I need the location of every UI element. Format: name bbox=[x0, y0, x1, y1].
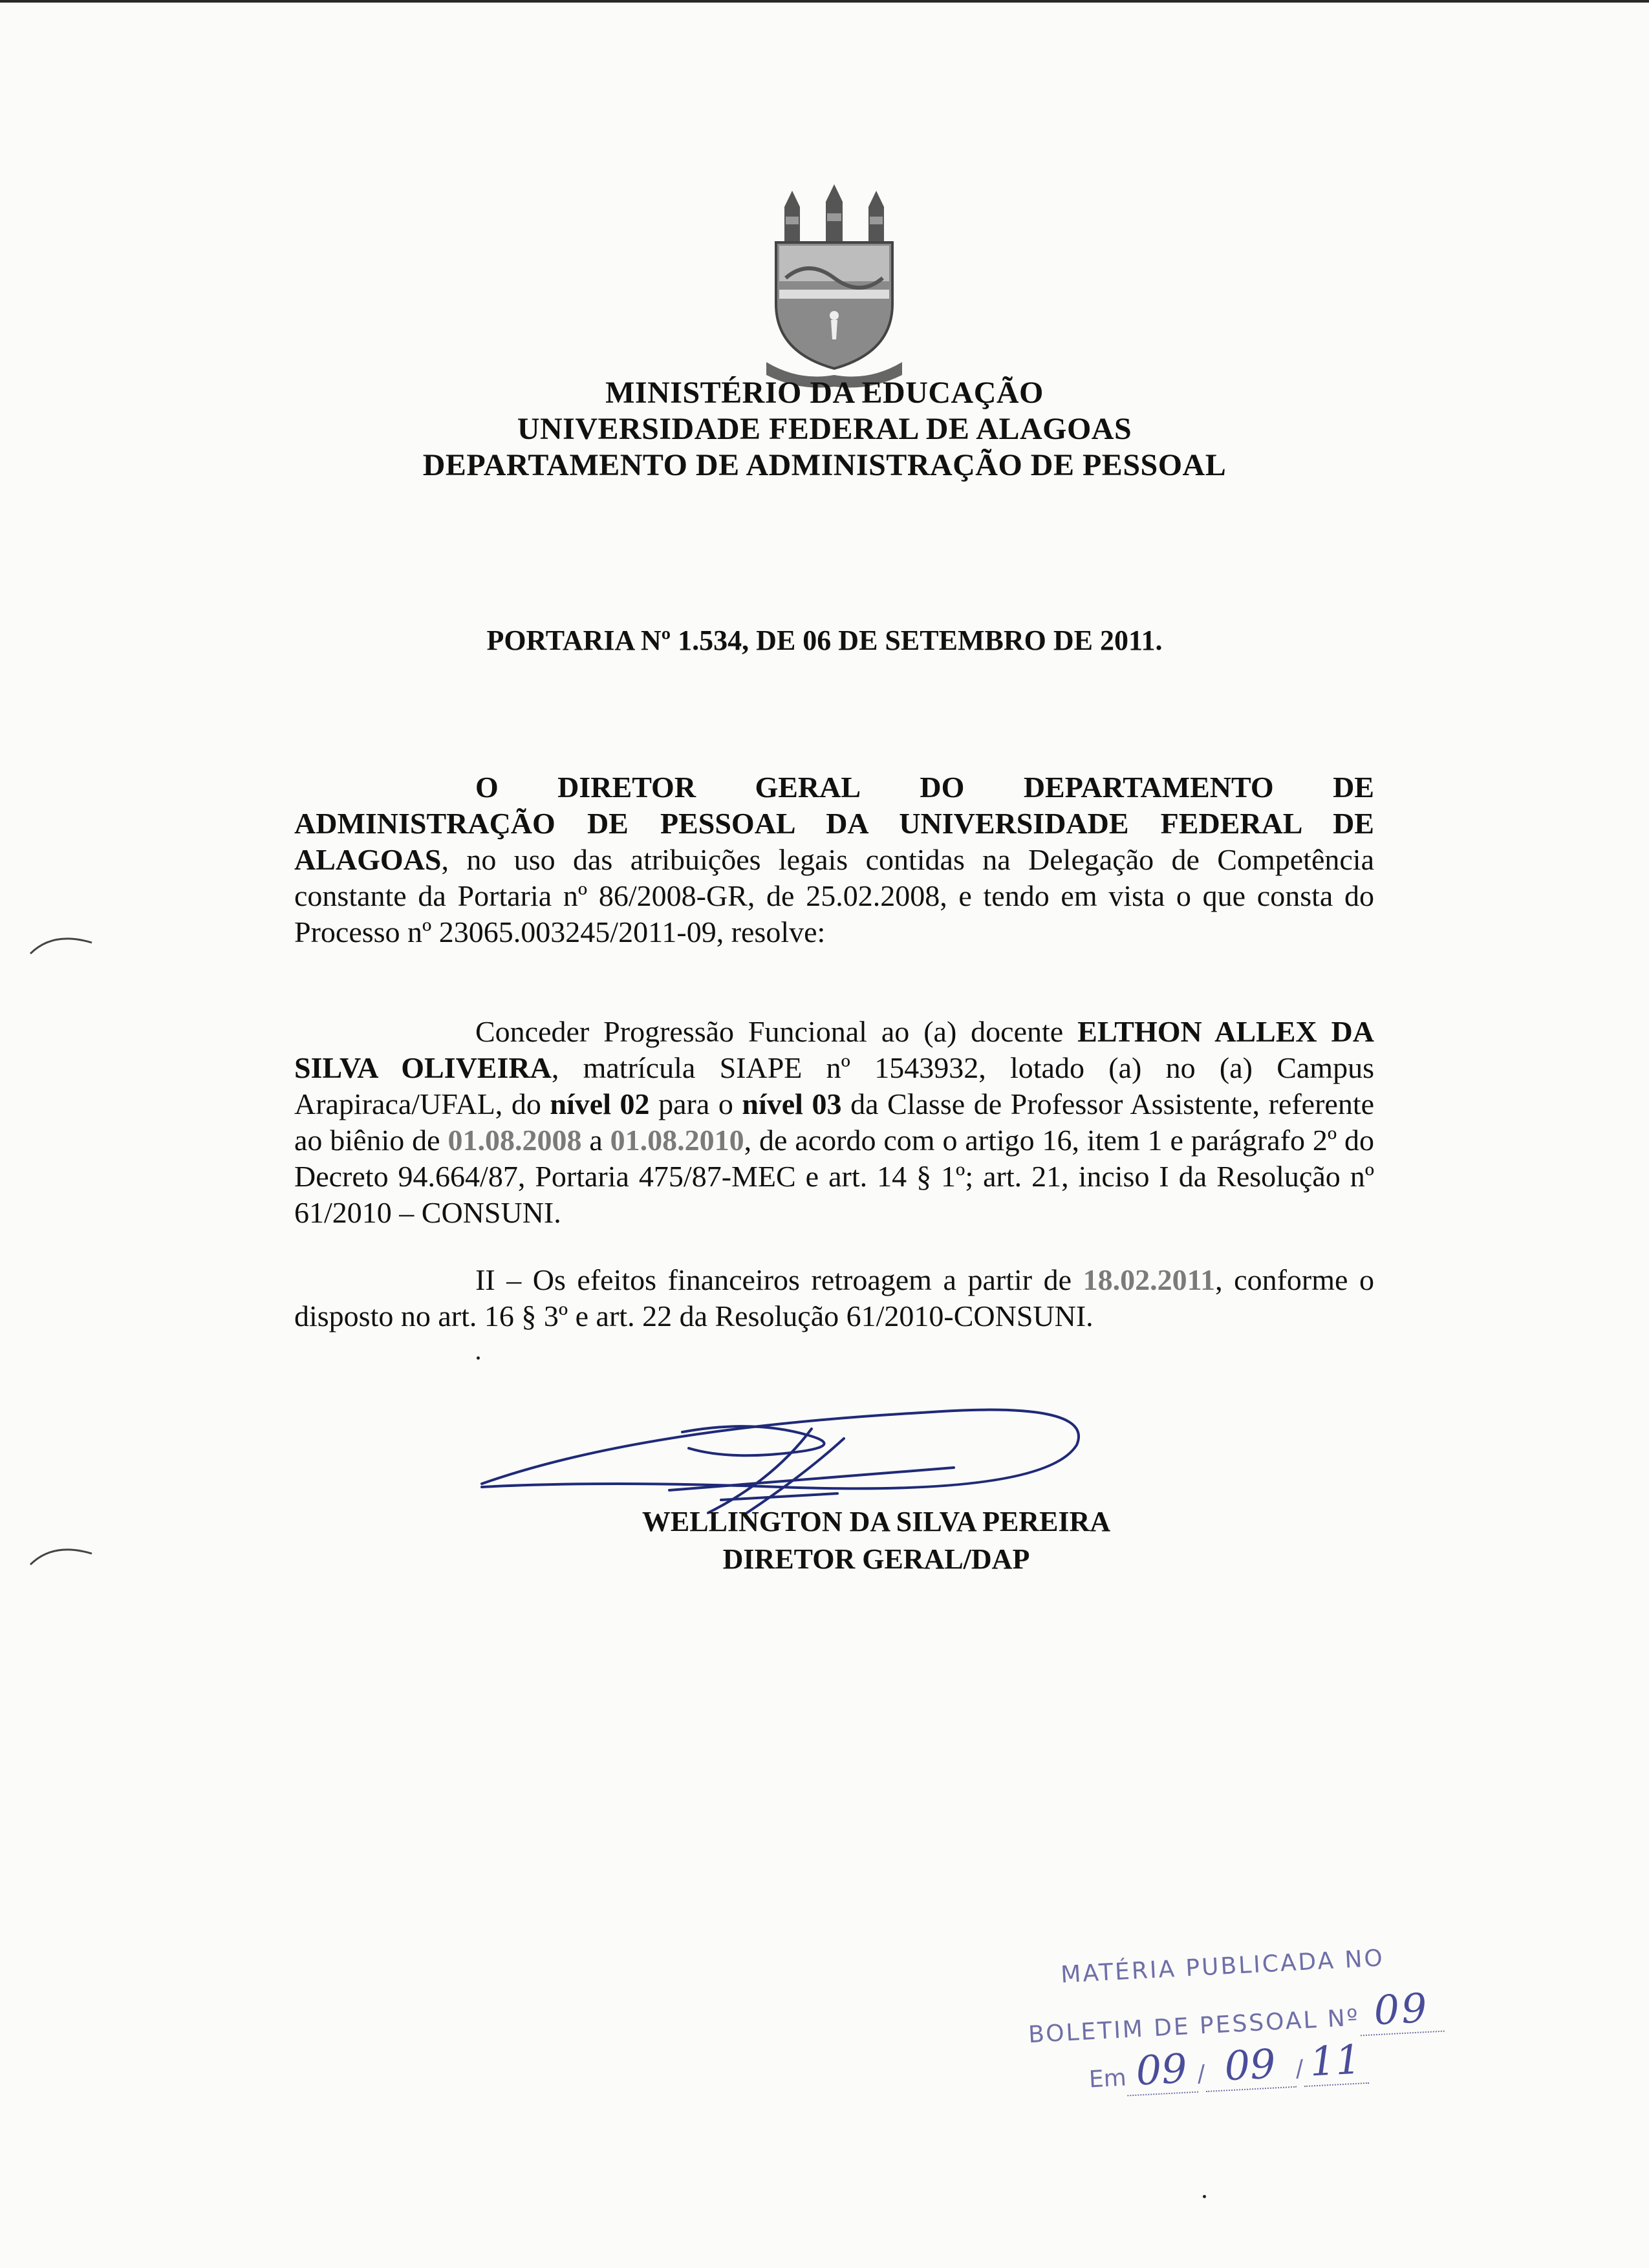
lead-word: O bbox=[475, 771, 499, 804]
retroactive-date: 18.02.2011 bbox=[1083, 1263, 1216, 1296]
clause1-text-5: a bbox=[581, 1124, 610, 1157]
signatory-block bbox=[0, 1503, 1649, 1578]
lead-word: GERAL bbox=[755, 771, 861, 804]
scan-top-edge bbox=[0, 0, 1649, 3]
nivel-from: nível 02 bbox=[550, 1087, 650, 1120]
ufal-crest-icon bbox=[760, 181, 909, 388]
clause2-text-1: II – Os efeitos financeiros retroagem a partir de bbox=[475, 1263, 1083, 1296]
stray-dot bbox=[477, 1356, 480, 1360]
preamble-text: , no uso das atribuições legais contidas na Delegação de Competência constante da Portaria nº 86/2008-GR, de 25.02.2008, e tendo em vista o que consta do Processo nº 23065.003245/2011-09, resolve: bbox=[294, 843, 1374, 948]
clause2-text-2: , conforme o disposto no art. 16 § 3º e art. 22 da Resolução 61/2010-CONSUNI. bbox=[294, 1263, 1374, 1332]
stamp-line-2: BOLETIM DE PESSOAL Nº bbox=[1028, 2004, 1361, 2049]
ministry-name: MINISTÉRIO DA EDUCAÇÃO bbox=[605, 376, 1044, 410]
stamp-day: 09 bbox=[1125, 2044, 1198, 2097]
clause1-text-1: Conceder Progressão Funcional ao (a) docente bbox=[475, 1015, 1078, 1048]
preamble-lead-line bbox=[294, 769, 1374, 806]
clause1-text-3: para o bbox=[649, 1087, 742, 1120]
nivel-to: nível 03 bbox=[742, 1087, 842, 1120]
stamp-date-prefix: Em bbox=[1088, 2064, 1127, 2093]
publication-stamp: MATÉRIA PUBLICADA NO BOLETIM DE PESSOAL Nº 09 Em 09 / 09 / 11 bbox=[1024, 1942, 1458, 2112]
preamble-bold-continuation: ADMINISTRAÇÃO DE PESSOAL DA UNIVERSIDADE FEDERAL DE ALAGOAS bbox=[294, 807, 1374, 876]
letterhead bbox=[0, 375, 1649, 484]
stamp-line-1: MATÉRIA PUBLICADA NO bbox=[1060, 1945, 1385, 1989]
bienio-date-to: 01.08.2010 bbox=[610, 1124, 744, 1157]
signatory-name: WELLINGTON DA SILVA PEREIRA bbox=[641, 1506, 1111, 1537]
lead-word: DEPARTAMENTO bbox=[1023, 771, 1274, 804]
clause1-text-4: da Classe de Professor Assistente, referente ao biênio de bbox=[294, 1087, 1375, 1157]
lead-word: DIRETOR bbox=[557, 771, 696, 804]
boletim-number: 09 bbox=[1358, 1984, 1445, 2037]
signatory-role: DIRETOR GERAL/DAP bbox=[722, 1543, 1030, 1575]
clause-one-paragraph bbox=[294, 1014, 1374, 1231]
department-name: DEPARTAMENTO DE ADMINISTRAÇÃO DE PESSOAL bbox=[422, 448, 1227, 482]
stamp-year: 11 bbox=[1302, 2035, 1369, 2087]
handwritten-signature bbox=[475, 1384, 1096, 1519]
preamble-paragraph bbox=[294, 769, 1374, 950]
lead-word: DO bbox=[920, 771, 965, 804]
lead-word: DE bbox=[1333, 771, 1374, 804]
punch-hole-mark-upper bbox=[27, 931, 98, 957]
clause-two-paragraph bbox=[294, 1262, 1374, 1334]
bienio-date-from: 01.08.2008 bbox=[447, 1124, 582, 1157]
portaria-title: PORTARIA Nº 1.534, DE 06 DE SETEMBRO DE 2011. bbox=[486, 625, 1163, 656]
docente-name: ELTHON ALLEX DA SILVA OLIVEIRA bbox=[294, 1015, 1374, 1084]
clause1-text-2: , matrícula SIAPE nº 1543932, lotado (a) no (a) Campus Arapiraca/UFAL, do bbox=[294, 1051, 1374, 1120]
stray-dot bbox=[1203, 2195, 1206, 2198]
clause1-text-6: , de acordo com o artigo 16, item 1 e parágrafo 2º do Decreto 94.664/87, Portaria 475/87-MEC e art. 14 § 1º; art. 21, inciso I da Resolução nº 61/2010 – CONSUNI. bbox=[294, 1124, 1374, 1229]
stamp-month: 09 bbox=[1203, 2039, 1297, 2092]
university-name: UNIVERSIDADE FEDERAL DE ALAGOAS bbox=[517, 412, 1132, 446]
